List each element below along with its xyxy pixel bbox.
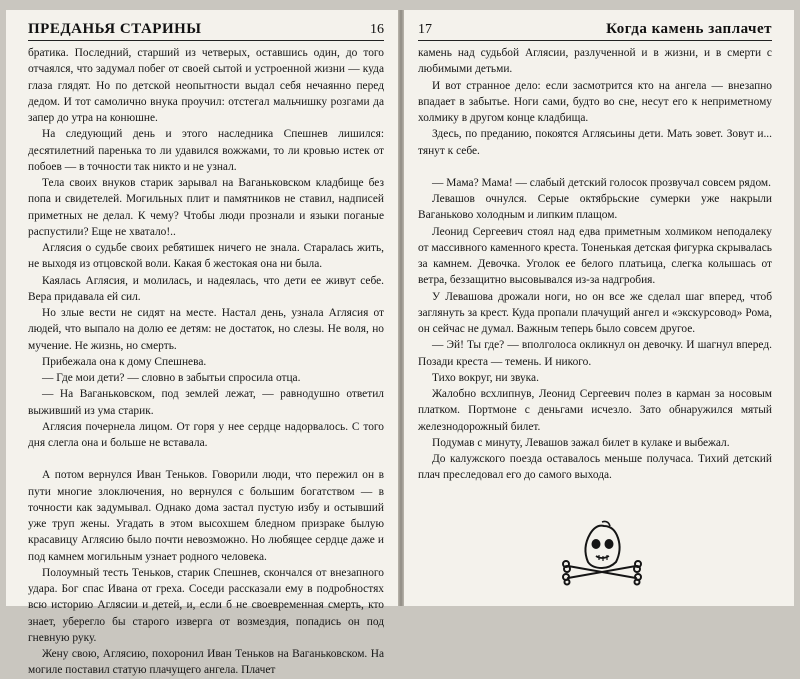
- paragraph: Аглясия о судьбе своих ребятишек ничего не знала. Старалась жить, не выходя из отцовской воли. Какая б жестокая она ни была.: [28, 242, 384, 271]
- paragraph: — На Ваганьковском, под землей лежат, — равнодушно ответил выживший из ума старик.: [28, 388, 384, 417]
- paragraph: Жалобно всхлипнув, Леонид Сергеевич полез в карман за носовым платком. Портмоне с деньгами исчезло. Зато обнаружился мятый железнодорожный билет.: [418, 388, 772, 433]
- paragraph: Левашов очнулся. Серые октябрьские сумерки уже накрыли Ваганьково холодным и липким плащом.: [418, 193, 772, 222]
- paragraph: Полоумный тесть Теньков, старик Спешнев, скончался от внезапного удара. Бог спас Ивана от греха. Соседи рассказали ему в подробностях всю историю Аглясии и детей, и, если б не своевременная смерть, кто знает, уберегло бы старого изверга от возмездия, попадись он под гневную руку.: [28, 566, 384, 644]
- left-page-header: [28, 18, 384, 41]
- running-title: Когда камень заплачет: [606, 21, 772, 37]
- paragraph: — Мама? Мама! — слабый детский голосок прозвучал совсем рядом.: [432, 176, 771, 189]
- paragraph: братика. Последний, старший из четверых, оставшись один, до того отчаялся, что задумал побег от своей сытой и устроенной жизни — куда глаза глядят. Но по детской неопытности выдал себя нечаянно перед дедом. И тот самолично внука проучил: отстегал мальчишку розгами да запер до утра на конюшне.: [28, 47, 384, 124]
- paragraph: — Эй! Ты где? — вполголоса окликнул он девочку. И шагнул вперед. Позади креста — темень. И никого.: [418, 339, 772, 368]
- skull-crossbones-icon: [562, 520, 642, 584]
- paragraph: И вот странное дело: если засмотрится кто на ангела — внезапно впадает в забытье. Ноги сами, будто во сне, несут его к неприметному холмику в другом конце кладбища.: [418, 79, 772, 124]
- paragraph: Тихо вокруг, ни звука.: [432, 371, 539, 384]
- paragraph: У Левашова дрожали ноги, но он все же сделал шаг вперед, чтоб заглянуть за крест. Куда пропали плачущий ангел и «экскурсовод» Рома, он сейчас не думал. Важным теперь было совсем другое.: [418, 290, 772, 335]
- paragraph: До калужского поезда оставалось меньше получаса. Тихий детский плач преследовал его до самого выхода.: [418, 453, 772, 482]
- book-spread: [6, 10, 794, 677]
- paragraph: Леонид Сергеевич стоял над едва приметным холмиком неподалеку от массивного каменного креста. Тоненькая детская фигурка скрывалась за камнем. Девочка. Уголок ее белого платьица, слегка колышась от ветра, беззащитно высовывался из-за надгробия.: [418, 225, 772, 287]
- paragraph: Здесь, по преданию, покоятся Аглясьины дети. Мать зовет. Зовут и... тянут к себе.: [418, 128, 772, 157]
- paragraph: На следующий день и этого наследника Спешнев лишился: десятилетний паренька то ли удавился вожжами, то ли кровью истек от побоев — в точности так никто и не узнал.: [28, 128, 384, 173]
- paragraph: А потом вернулся Иван Теньков. Говорили люди, что пережил он в пути многие злоключения, но вернулся с большим богатством — в точности как задумывал. Однако дома застал пустую избу и остывший уже труп жены. Угадать в этом высохшем бледном призраке былую красавицу Аглясию было почти невозможно. Но любящее сердце даже и под камнем могильным узнает родного человека.: [28, 469, 384, 563]
- paragraph: Каялась Аглясия, и молилась, и надеялась, что дети ее живут себе. Вера придавала ей сил.: [28, 274, 384, 303]
- running-title: ПРЕДАНЬЯ СТАРИНЫ: [28, 21, 202, 37]
- paragraph: камень над судьбой Аглясии, разлученной и в жизни, и в смерти с любимыми детьми.: [418, 47, 772, 76]
- right-page-header: [418, 18, 772, 41]
- right-page: [404, 10, 794, 606]
- paragraph: Подумав с минуту, Левашов зажал билет в кулаке и выбежал.: [432, 436, 730, 449]
- left-page-text: [28, 45, 384, 679]
- paragraph: — Где мои дети? — словно в забытьи спросила отца.: [42, 372, 301, 384]
- page-number: 17: [418, 22, 432, 37]
- paragraph: Жену свою, Аглясию, похоронил Иван Теньков на Ваганьковском. На могиле поставил статую плачущего ангела. Плачет: [28, 648, 384, 677]
- paragraph: Аглясия почернела лицом. От горя у нее сердце надорвалось. С того дня слегла она и больше не вставала.: [28, 420, 384, 449]
- paragraph: Прибежала она к дому Спешнева.: [42, 355, 207, 368]
- left-page: [6, 10, 398, 677]
- right-page-text: [418, 45, 772, 484]
- paragraph: Но злые вести не сидят на месте. Настал день, узнала Аглясия от людей, что выпало на долю ее детям: не достаток, но слезы. Не воля, но мучение. Не жизнь, но смерть.: [28, 307, 384, 352]
- page-number: 16: [370, 22, 384, 37]
- paragraph: Тела своих внуков старик зарывал на Ваганьковском кладбище без попа и свидетелей. Могильных плит и памятников не ставил, надписей приметных не делал. К чему? Чтобы люди прознали и языки поганые распустили? Еще не хватало!..: [28, 177, 384, 238]
